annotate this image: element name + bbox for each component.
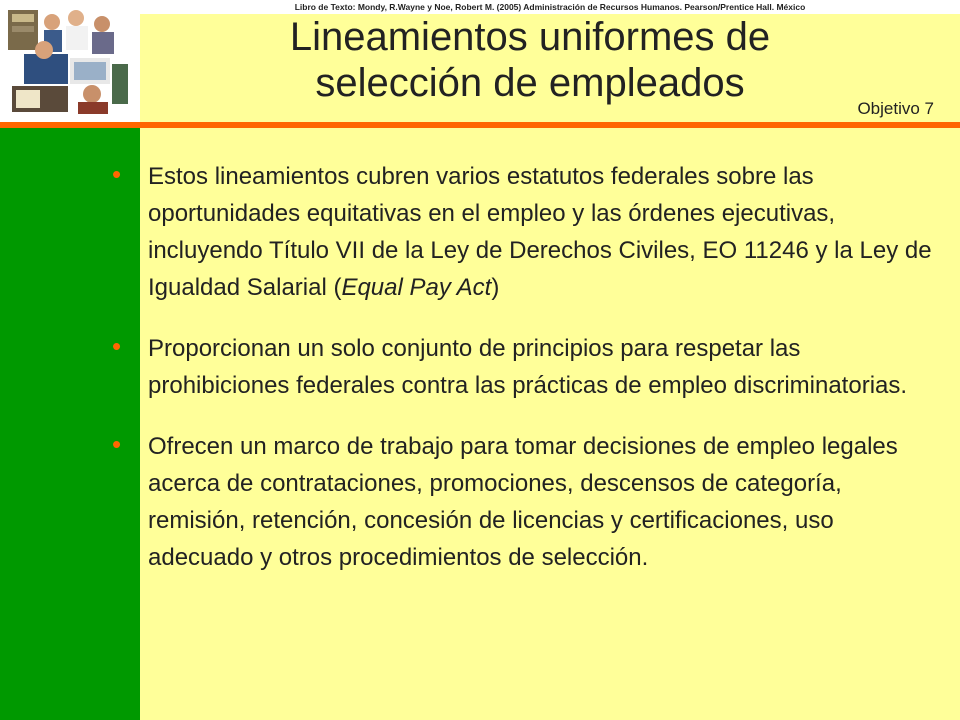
people-at-work-photo-collage-icon [4,4,132,116]
bullet-text-italic: Equal Pay Act [341,274,492,301]
bullet-dot-icon: • [112,331,122,361]
list-item [110,428,940,576]
objective-label: Objetivo 7 [857,99,934,118]
list-item [110,330,940,404]
list-item [110,158,940,306]
header-divider [0,122,960,128]
bullet-dot-icon: • [112,159,122,189]
bullet-text: ) [491,274,500,301]
slide-title [170,14,890,106]
bullet-text: Estos lineamientos cubren varios estatutos federales sobre las oportunidades equitativas en el empleo y las órdenes ejecutivas, incluyendo Título VII de la Ley de Derechos Civiles, EO 11246 y la Ley de Igualdad Salarial ( [148,163,932,301]
bullet-list [110,158,940,600]
bullet-text: Proporcionan un solo conjunto de principios para respetar las prohibiciones federales contra las prácticas de empleo discriminatorias. [148,335,908,399]
slide-title-line-1: Lineamientos uniformes de [289,15,771,59]
bullet-dot-icon: • [112,429,122,459]
slide-title-line-2: selección de empleados [315,61,745,105]
textbook-credit: Libro de Texto: Mondy, R.Wayne y Noe, Robert M. (2005) Administración de Recursos Humanos. Pearson/Prentice Hall. México [140,0,960,14]
bullet-text: Ofrecen un marco de trabajo para tomar decisiones de empleo legales acerca de contrataciones, promociones, descensos de categoría, remisión, retención, concesión de licencias y certificaciones, uso adecuado y otros procedimientos de selección. [148,433,898,571]
